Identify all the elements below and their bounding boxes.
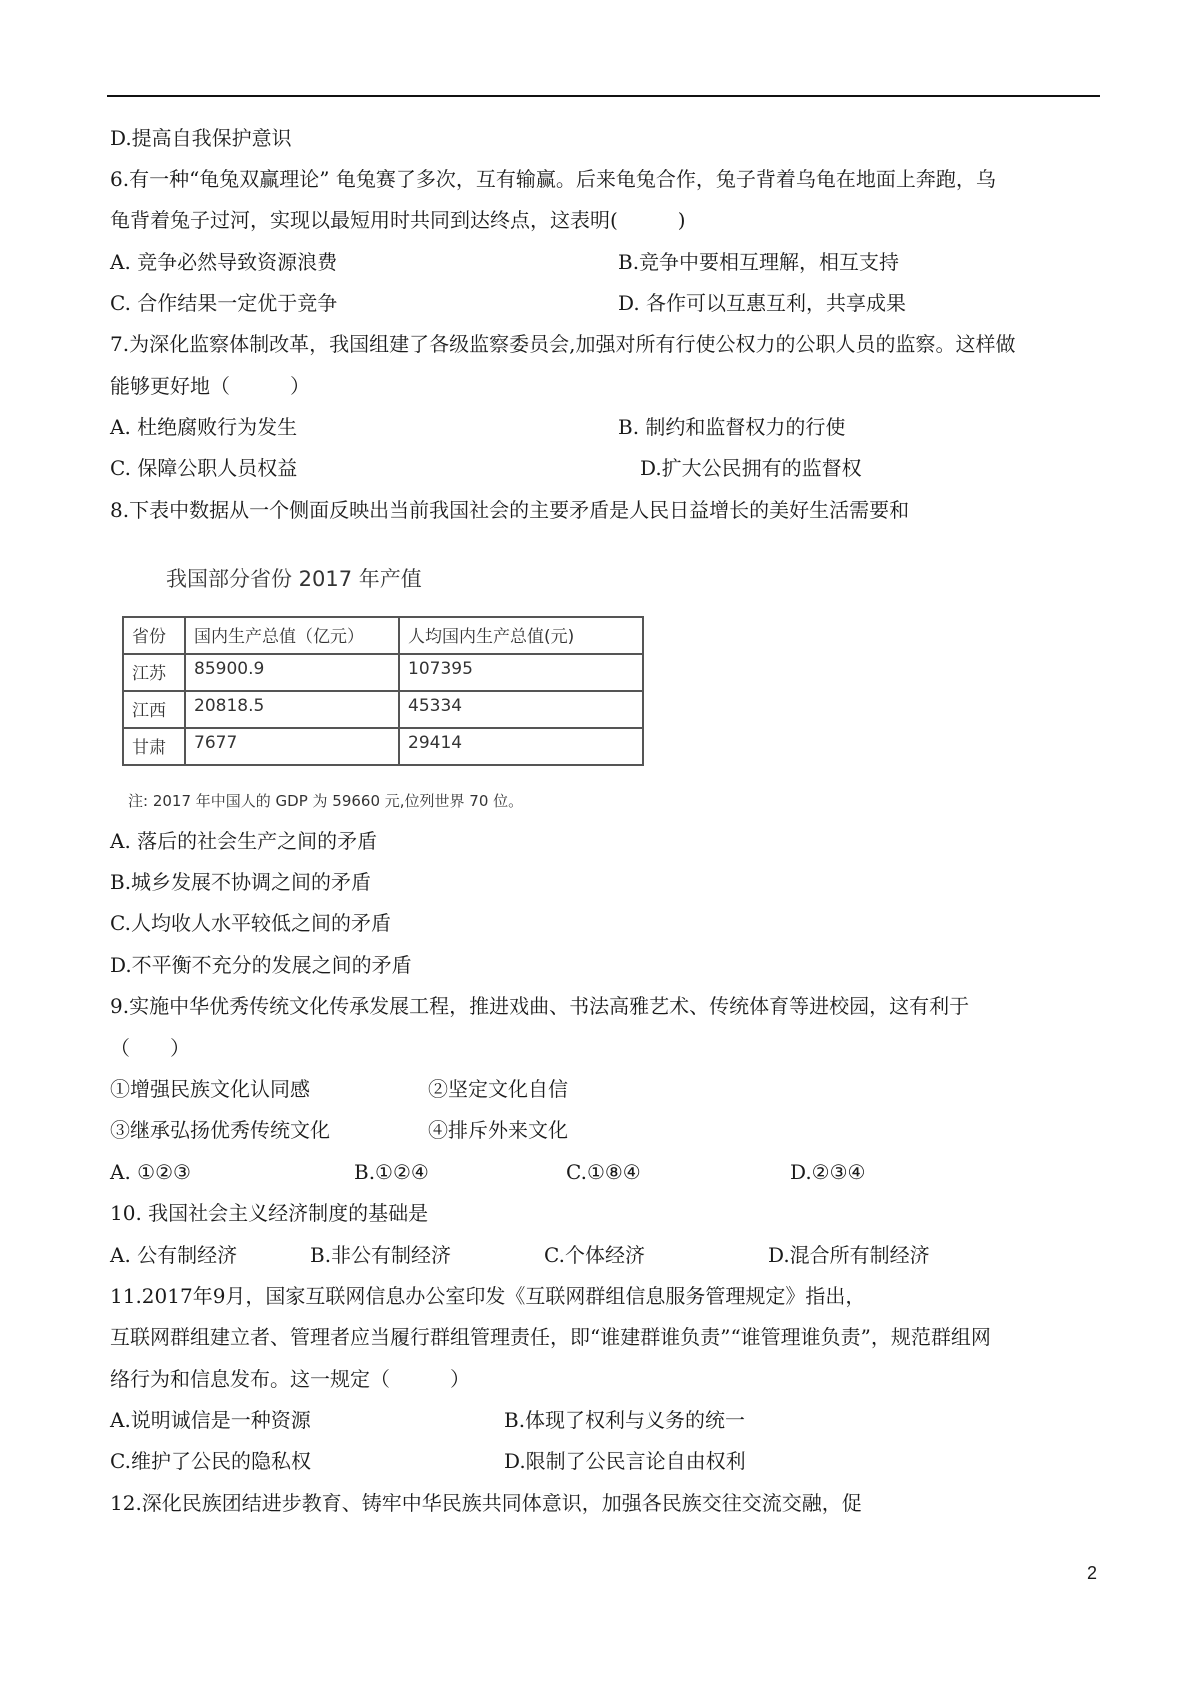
- table-header-cell: 人均国内生产总值(元): [399, 617, 643, 654]
- text-line: 能够更好地（ ）: [110, 374, 310, 398]
- text-line: 8.下表中数据从一个侧面反映出当前我国社会的主要矛盾是人民日益增长的美好生活需要和: [110, 498, 910, 522]
- text-line: 互联网群组建立者、管理者应当履行群组管理责任，即“谁建群谁负责”“谁管理谁负责”，规范群组网: [110, 1325, 991, 1349]
- table-cell: 江苏: [123, 654, 185, 691]
- table-cell: 29414: [399, 728, 643, 765]
- text-line: A. ①②③: [110, 1160, 191, 1184]
- text-line: A.说明诚信是一种资源: [110, 1408, 311, 1432]
- text-line: A. 落后的社会生产之间的矛盾: [110, 829, 378, 853]
- text-line: C.个体经济: [544, 1243, 645, 1267]
- text-line: C. 合作结果一定优于竞争: [110, 291, 338, 315]
- text-line: C.维护了公民的隐私权: [110, 1449, 311, 1473]
- table-cell: 107395: [399, 654, 643, 691]
- text-line: ①增强民族文化认同感: [110, 1077, 310, 1101]
- text-line: ②坚定文化自信: [428, 1077, 568, 1101]
- text-line: A. 竞争必然导致资源浪费: [110, 250, 338, 274]
- text-line: A. 杜绝腐败行为发生: [110, 415, 298, 439]
- table-cell: 甘肃: [123, 728, 185, 765]
- header-rule: [107, 95, 1100, 97]
- table-cell: 7677: [185, 728, 399, 765]
- text-line: 7.为深化监察体制改革，我国组建了各级监察委员会,加强对所有行使公权力的公职人员的监察。这样做: [110, 332, 1016, 356]
- table-row: [123, 691, 643, 728]
- table-row: [123, 728, 643, 765]
- text-line: 络行为和信息发布。这一规定（ ）: [110, 1367, 470, 1391]
- table-cell: 20818.5: [185, 691, 399, 728]
- text-line: A. 公有制经济: [110, 1243, 238, 1267]
- text-line: B. 制约和监督权力的行使: [618, 415, 846, 439]
- table-title: 我国部分省份 2017 年产值: [166, 567, 422, 591]
- page-number: 2: [1087, 1563, 1098, 1583]
- text-line: 10. 我国社会主义经济制度的基础是: [110, 1201, 429, 1225]
- table-cell: 江西: [123, 691, 185, 728]
- text-line: D.混合所有制经济: [768, 1243, 930, 1267]
- text-line: 9.实施中华优秀传统文化传承发展工程，推进戏曲、书法高雅艺术、传统体育等进校园，这有利于: [110, 994, 970, 1018]
- text-line: 11.2017年9月，国家互联网信息办公室印发《互联网群组信息服务管理规定》指出，: [110, 1284, 866, 1308]
- text-line: D.②③④: [790, 1160, 866, 1184]
- text-line: D. 各作可以互惠互利，共享成果: [618, 291, 907, 315]
- gdp-table: [122, 616, 644, 766]
- text-line: D.不平衡不充分的发展之间的矛盾: [110, 953, 412, 977]
- table-cell: 85900.9: [185, 654, 399, 691]
- text-line: B.城乡发展不协调之间的矛盾: [110, 870, 372, 894]
- text-line: C.①⑧④: [566, 1160, 641, 1184]
- text-line: 龟背着兔子过河，实现以最短用时共同到达终点，这表明( ): [110, 208, 686, 232]
- text-line: D.扩大公民拥有的监督权: [640, 456, 862, 480]
- text-line: （ ）: [110, 1036, 190, 1060]
- table-row: [123, 654, 643, 691]
- text-line: D.限制了公民言论自由权利: [504, 1449, 746, 1473]
- text-line: 12.深化民族团结进步教育、铸牢中华民族共同体意识，加强各民族交往交流交融，促: [110, 1491, 862, 1515]
- text-line: ③继承弘扬优秀传统文化: [110, 1118, 330, 1142]
- table-cell: 45334: [399, 691, 643, 728]
- table-note: 注: 2017 年中国人的 GDP 为 59660 元,位列世界 70 位。: [128, 792, 524, 810]
- text-line: C.人均收人水平较低之间的矛盾: [110, 911, 391, 935]
- text-line: B.非公有制经济: [310, 1243, 452, 1267]
- table-header-cell: 省份: [123, 617, 185, 654]
- text-line: B.体现了权利与义务的统一: [504, 1408, 746, 1432]
- table-header-row: [123, 617, 643, 654]
- text-line: B.竞争中要相互理解，相互支持: [618, 250, 900, 274]
- text-line: C. 保障公职人员权益: [110, 456, 298, 480]
- text-line: B.①②④: [354, 1160, 429, 1184]
- text-line: 6.有一种“龟兔双赢理论” 龟兔赛了多次，互有输赢。后来龟兔合作，兔子背着乌龟在地面上奔跑，乌: [110, 167, 996, 191]
- table-header-cell: 国内生产总值（亿元）: [185, 617, 399, 654]
- text-line: ④排斥外来文化: [428, 1118, 568, 1142]
- text-line: D.提高自我保护意识: [110, 126, 292, 150]
